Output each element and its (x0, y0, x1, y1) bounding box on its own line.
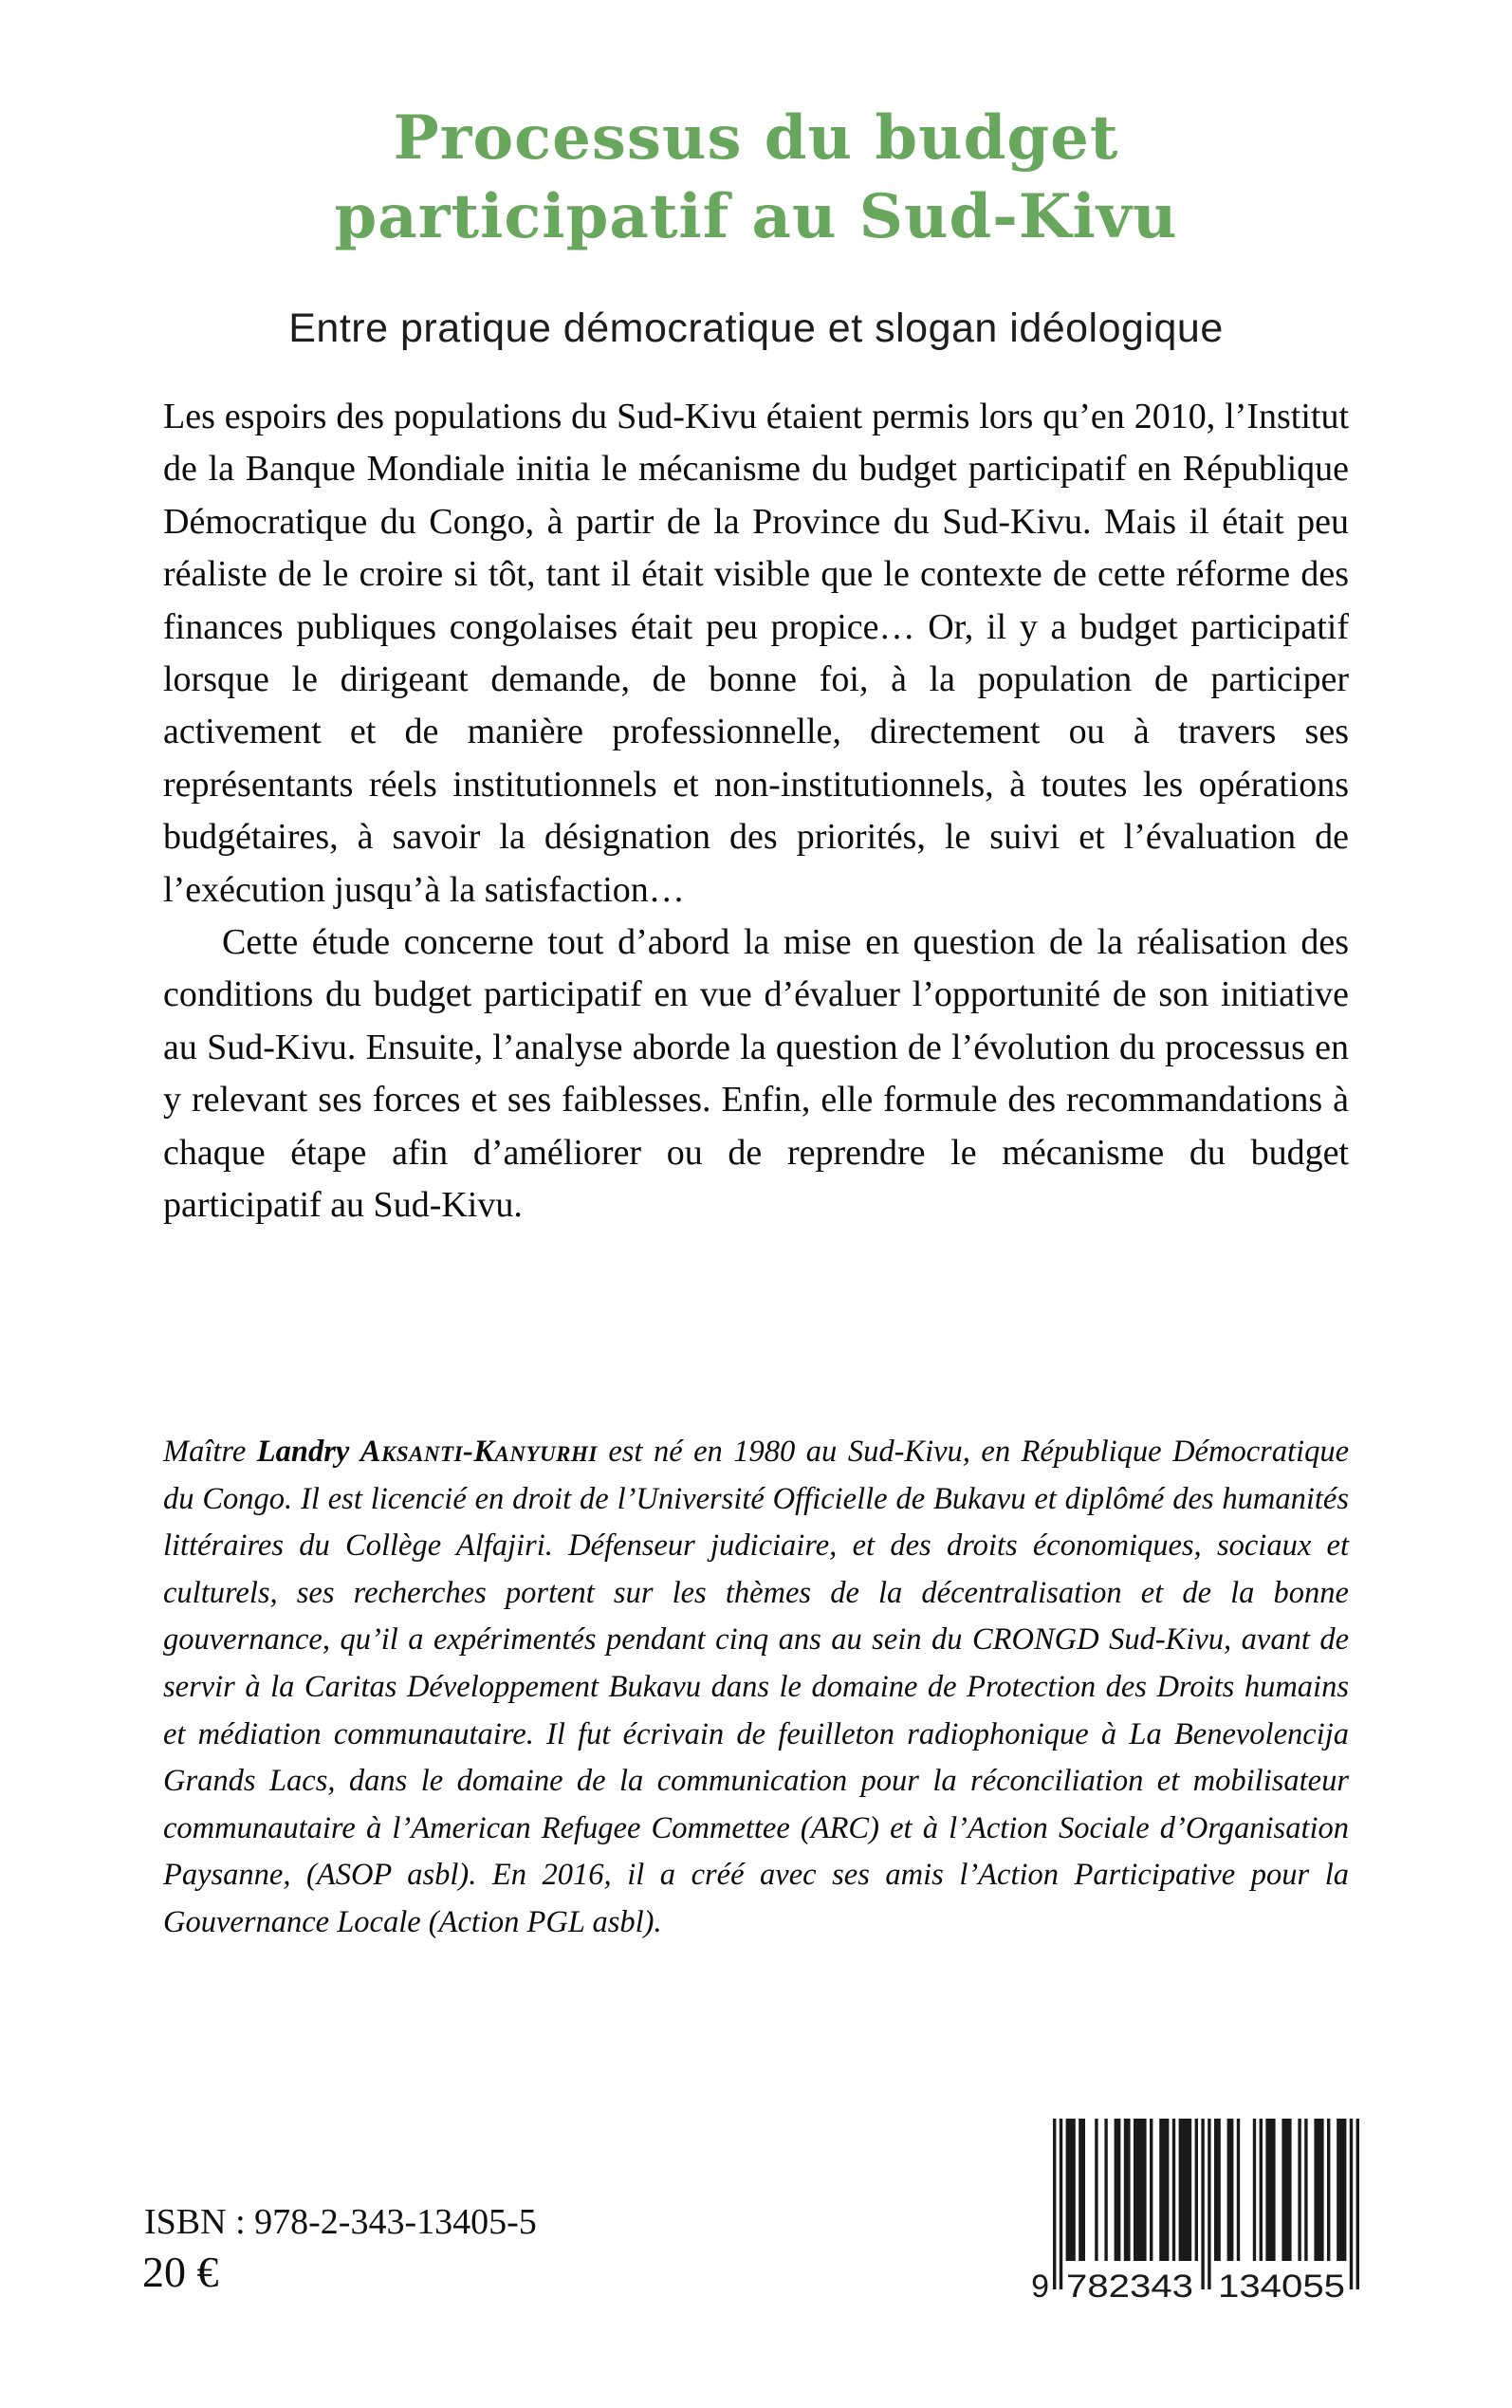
title-block (0, 99, 1512, 352)
book-title (0, 99, 1512, 256)
svg-text:134055: 134055 (1218, 2269, 1345, 2301)
isbn-text: ISBN : 978-2-343-13405-5 (144, 2202, 537, 2242)
svg-text:782343: 782343 (1066, 2269, 1193, 2301)
author-bio-text: est né en 1980 au Sud-Kivu, en République Démocratique du Congo. Il est licencié en droit de l’Université Officielle de Bukavu et diplômé des humanités littéraires du Collège Alfajiri. Défenseur judiciaire, et des droits économiques, sociaux et culturels, ses recherches portent sur les thèmes de la décentralisation et de la bonne gouvernance, qu’il a expérimentés pendant cinq ans au sein du CRONGD Sud-Kivu, avant de servir à la Caritas Développement Bukavu dans le domaine de Protection des Droits humains et médiation communautaire. Il fut écrivain de feuilleton radiophonique à La Benevolencija Grands Lacs, dans le domaine de la communication pour la réconciliation et mobilisateur communautaire à l’American Refugee Commettee (ARC) et à l’Action Sociale d’Organisation Paysanne, (ASOP asbl). En 2016, il a créé avec ses amis l’Action Participative pour la Gouvernance Locale (Action PGL asbl). (163, 1435, 1350, 1939)
book-title-line-2: participatif au Sud-Kivu (334, 181, 1178, 252)
author-first-name: Landry (256, 1435, 360, 1469)
author-title-prefix: Maître (163, 1435, 257, 1469)
svg-text:9: 9 (1031, 2269, 1049, 2301)
synopsis (163, 391, 1349, 1232)
synopsis-paragraph-1: Les espoirs des populations du Sud-Kivu étaient permis lors qu’en 2010, l’Institut de la Banque Mondiale initia le mécanisme du budget participatif en République Démocratique du Congo, à partir de la Province du Sud-Kivu. Mais il était peu réaliste de le croire si tôt, tant il était visible que le contexte de cette réforme des finances publiques congolaises était peu propice… Or, il y a budget participatif lorsque le dirigeant demande, de bonne foi, à la population de participer activement et de manière professionnelle, directement ou à travers ses représentants réels institutionnels et non-institutionnels, à toutes les opérations budgétaires, à savoir la désignation des priorités, le suivi et l’évaluation de l’exécution jusqu’à la satisfaction… (163, 397, 1349, 910)
price-text: 20 € (142, 2248, 219, 2296)
author-last-name: Aksanti-Kanyurhi (360, 1435, 598, 1469)
book-subtitle: Entre pratique démocratique et slogan idéologique (288, 306, 1224, 351)
synopsis-paragraph-2: Cette étude concerne tout d’abord la mise en question de la réalisation des conditions du budget participatif en vue d’évaluer l’opportunité de son initiative au Sud-Kivu. Ensuite, l’analyse aborde la question de l’évolution du processus en y relevant ses forces et ses faiblesses. Enfin, elle formule des recommandations à chaque étape afin d’améliorer ou de reprendre le mécanisme du budget participatif au Sud-Kivu. (163, 922, 1349, 1226)
author-bio-paragraph (163, 1429, 1349, 1947)
author-bio (163, 1429, 1349, 1947)
ean-barcode (1024, 2119, 1362, 2301)
book-title-line-1: Processus du budget (393, 102, 1119, 174)
